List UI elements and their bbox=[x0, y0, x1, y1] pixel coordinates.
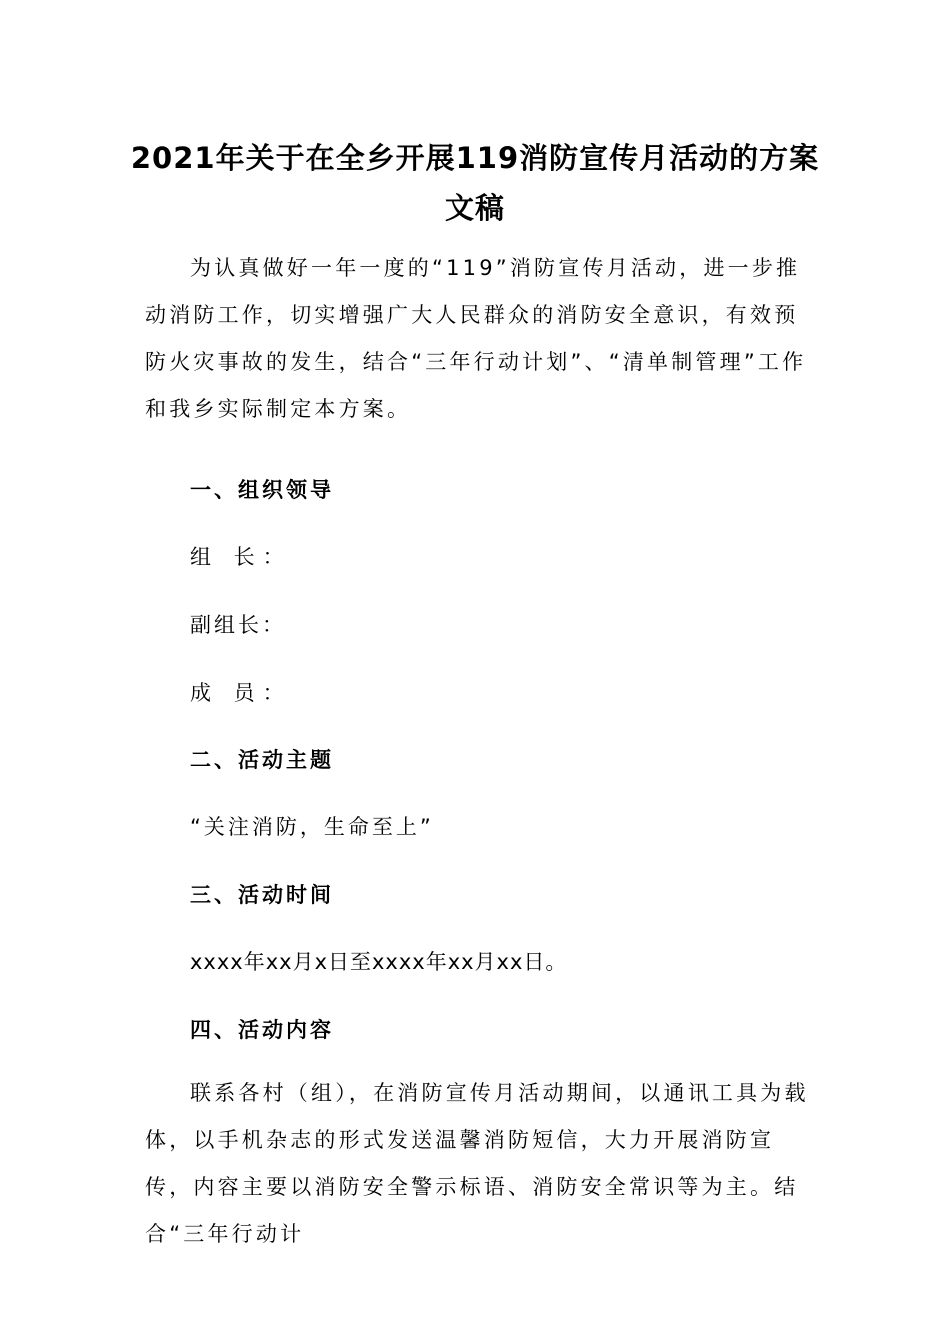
document-title-line-1: 2021年关于在全乡开展119消防宣传月活动的方案 bbox=[130, 141, 820, 175]
section-heading-time: 三、活动时间 bbox=[190, 883, 334, 907]
activity-theme: “关注消防，生命至上” bbox=[190, 815, 434, 839]
document-title-line-2: 文稿 bbox=[444, 191, 505, 225]
section-heading-organization: 一、组织领导 bbox=[190, 478, 334, 502]
leader-label: 组 长： bbox=[190, 545, 292, 569]
member-label: 成 员： bbox=[190, 681, 292, 705]
intro-paragraph: 为认真做好一年一度的“119”消防宣传月活动，进一步推动消防工作，切实增强广大人民群众的消防安全意识，有效预防火灾事故的发生，结合“三年行动计划”、“清单制管理”工作和我乡实际制定本方案。 bbox=[145, 256, 807, 421]
content-paragraph: 联系各村（组），在消防宣传月活动期间，以通讯工具为载体，以手机杂志的形式发送温馨消防短信，大力开展消防宣传，内容主要以消防安全警示标语、消防安全常识等为主。结合“三年行动计 bbox=[145, 1081, 809, 1246]
section-heading-theme: 二、活动主题 bbox=[190, 748, 334, 772]
deputy-leader-label: 副组长： bbox=[190, 613, 286, 637]
section-heading-content: 四、活动内容 bbox=[190, 1018, 334, 1042]
activity-time: xxxx年xx月x日至xxxx年xx月xx日。 bbox=[190, 950, 568, 974]
